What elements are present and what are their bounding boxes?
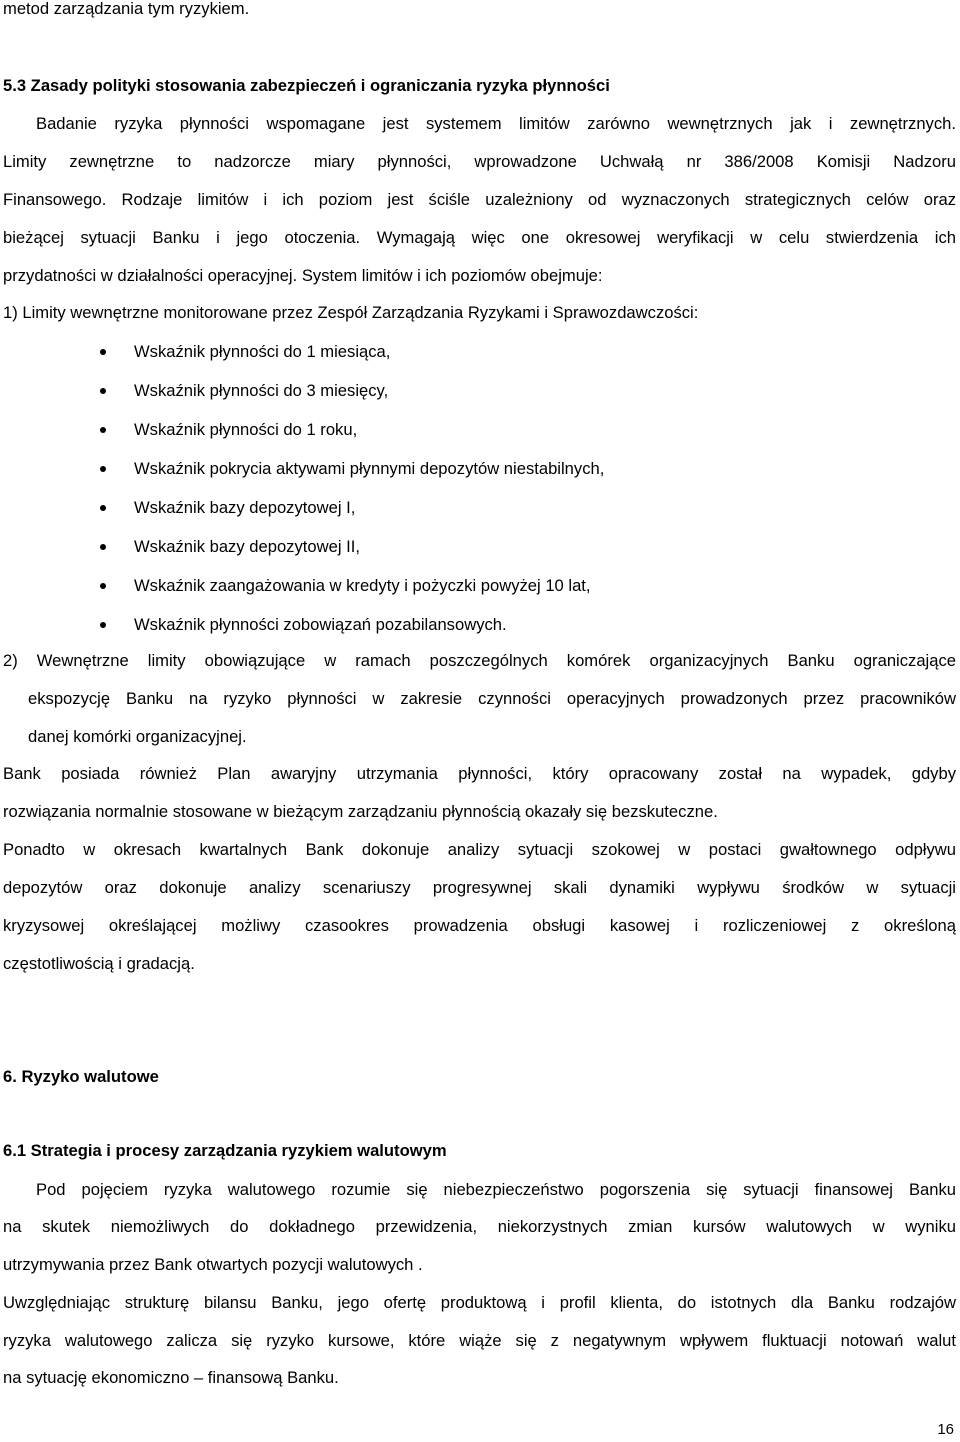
bullet-icon — [100, 388, 106, 394]
paragraph-line: ryzyka walutowego zalicza się ryzyko kursowe, które wiąże się z negatywnym wpływem fluktuacji notowań walut — [3, 1331, 956, 1350]
paragraph-line: Uwzględniając strukturę bilansu Banku, jego ofertę produktową i profil klienta, do istotnych dla Banku rodzajów — [3, 1293, 956, 1312]
paragraph-line: Badanie ryzyka płynności wspomagane jest systemem limitów zarówno wewnętrznych jak i zewnętrznych. — [36, 114, 956, 133]
paragraph-line: na sytuację ekonomiczno – finansową Banku. — [3, 1368, 339, 1387]
paragraph-line: Pod pojęciem ryzyka walutowego rozumie się niebezpieczeństwo pogorszenia się sytuacji finansowej Banku — [36, 1180, 956, 1199]
list-item-2-continuation: danej komórki organizacyjnej. — [28, 727, 247, 746]
bullet-text: Wskaźnik płynności do 1 miesiąca, — [134, 342, 391, 361]
bullet-text: Wskaźnik zaangażowania w kredyty i pożyczki powyżej 10 lat, — [134, 576, 591, 595]
bullet-icon — [100, 544, 106, 550]
bullet-icon — [100, 349, 106, 355]
section-heading-5-3: 5.3 Zasady polityki stosowania zabezpieczeń i ograniczania ryzyka płynności — [3, 76, 610, 95]
bullet-icon — [100, 505, 106, 511]
bullet-text: Wskaźnik pokrycia aktywami płynnymi depozytów niestabilnych, — [134, 459, 605, 478]
section-heading-6-1: 6.1 Strategia i procesy zarządzania ryzykiem walutowym — [3, 1141, 447, 1160]
bullet-text: Wskaźnik bazy depozytowej I, — [134, 498, 356, 517]
paragraph-line: utrzymywania przez Bank otwartych pozycji walutowych . — [3, 1255, 423, 1274]
text-line-continuation: metod zarządzania tym ryzykiem. — [3, 0, 250, 18]
list-item-1-heading: 1) Limity wewnętrzne monitorowane przez Zespół Zarządzania Ryzykami i Sprawozdawczości: — [3, 303, 699, 322]
paragraph-line: Bank posiada również Plan awaryjny utrzymania płynności, który opracowany został na wypadek, gdyby — [3, 764, 956, 783]
bullet-icon — [100, 427, 106, 433]
paragraph-line: bieżącej sytuacji Banku i jego otoczenia. Wymagają więc one okresowej weryfikacji w celu stwierdzenia ich — [3, 228, 956, 247]
bullet-text: Wskaźnik płynności zobowiązań pozabilansowych. — [134, 615, 507, 634]
paragraph-line: depozytów oraz dokonuje analizy scenariuszy progresywnej skali dynamiki wypływu środków w sytuacji — [3, 878, 956, 897]
section-heading-6: 6. Ryzyko walutowe — [3, 1067, 159, 1086]
paragraph-line: Limity zewnętrzne to nadzorcze miary płynności, wprowadzone Uchwałą nr 386/2008 Komisji Nadzoru — [3, 152, 956, 171]
paragraph-line: przydatności w działalności operacyjnej. System limitów i ich poziomów obejmuje: — [3, 266, 603, 285]
list-item-2-continuation: ekspozycję Banku na ryzyko płynności w zakresie czynności operacyjnych prowadzonych przez pracowników — [28, 689, 956, 708]
paragraph-line: na skutek niemożliwych do dokładnego przewidzenia, niekorzystnych zmian kursów walutowych w wyniku — [3, 1217, 956, 1236]
paragraph-line: Finansowego. Rodzaje limitów i ich poziom jest ściśle uzależniony od wyznaczonych strategicznych celów oraz — [3, 190, 956, 209]
bullet-icon — [100, 622, 106, 628]
page-number: 16 — [937, 1421, 954, 1438]
bullet-icon — [100, 466, 106, 472]
paragraph-line: kryzysowej określającej możliwy czasookres prowadzenia obsługi kasowej i rozliczeniowej z określoną — [3, 916, 956, 935]
paragraph-line: rozwiązania normalnie stosowane w bieżącym zarządzaniu płynnością okazały się bezskuteczne. — [3, 802, 718, 821]
bullet-text: Wskaźnik płynności do 1 roku, — [134, 420, 358, 439]
bullet-text: Wskaźnik płynności do 3 miesięcy, — [134, 381, 389, 400]
paragraph-line: częstotliwością i gradacją. — [3, 954, 195, 973]
paragraph-line: Ponadto w okresach kwartalnych Bank dokonuje analizy sytuacji szokowej w postaci gwałtownego odpływu — [3, 840, 956, 859]
bullet-text: Wskaźnik bazy depozytowej II, — [134, 537, 360, 556]
bullet-icon — [100, 583, 106, 589]
list-item-2: 2) Wewnętrzne limity obowiązujące w ramach poszczególnych komórek organizacyjnych Banku ograniczające — [3, 651, 956, 670]
